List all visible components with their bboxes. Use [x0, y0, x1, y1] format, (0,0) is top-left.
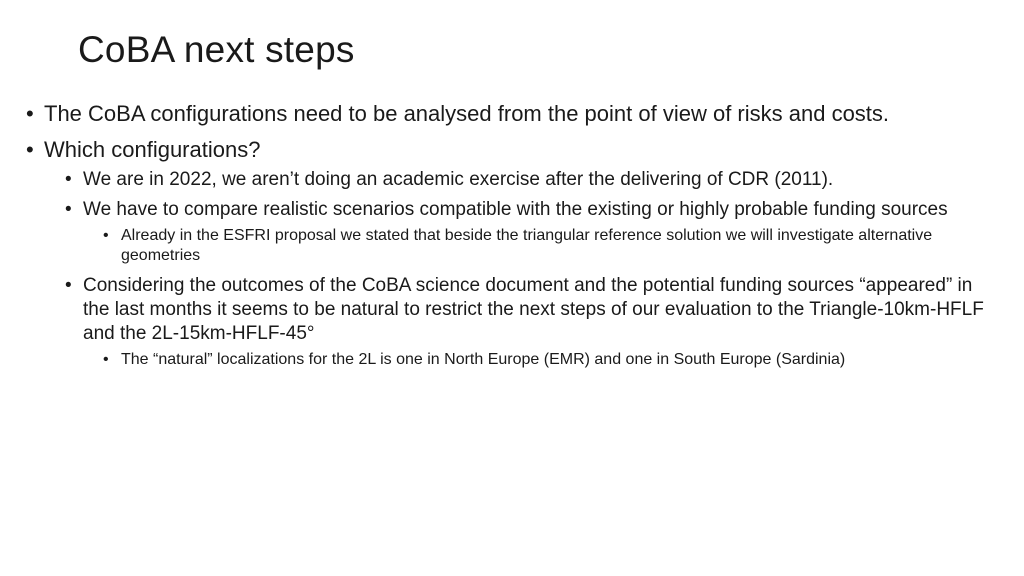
sub-bullet-item [65, 198, 1001, 222]
slide-title: CoBA next steps [78, 29, 355, 70]
bullet-text: We have to compare realistic scenarios compatible with the existing or highly probable funding sources [83, 199, 948, 220]
bullet-text: Considering the outcomes of the CoBA science document and the potential funding sources “appeared” in the last months it seems to be natural to restrict the next steps of our evaluation to the Triangle-10km-HFLF and the 2L-15km-HFLF-45° [83, 275, 984, 344]
sub-sub-bullet-item [103, 350, 1001, 370]
bullet-text: The “natural” localizations for the 2L is one in North Europe (EMR) and one in South Europe (Sardinia) [121, 351, 846, 368]
bullet-item [26, 136, 1001, 164]
bullet-icon: • [26, 101, 34, 126]
bullet-icon: • [103, 227, 109, 244]
bullet-icon: • [65, 275, 72, 296]
slide-content [26, 100, 1001, 378]
bullet-icon: • [26, 137, 34, 162]
bullet-text: We are in 2022, we aren’t doing an academic exercise after the delivering of CDR (2011). [83, 169, 834, 190]
bullet-text: The CoBA configurations need to be analysed from the point of view of risks and costs. [44, 101, 890, 126]
sub-sub-bullet-item [103, 226, 1001, 266]
bullet-item [26, 100, 1001, 128]
bullet-icon: • [65, 169, 72, 190]
sub-bullet-item [65, 168, 1001, 192]
sub-bullet-item [65, 274, 1001, 346]
bullet-icon: • [103, 351, 109, 368]
bullet-text: Already in the ESFRI proposal we stated that beside the triangular reference solution we will investigate alternative geometries [121, 227, 933, 264]
bullet-icon: • [65, 199, 72, 220]
bullet-text: Which configurations? [44, 137, 261, 162]
